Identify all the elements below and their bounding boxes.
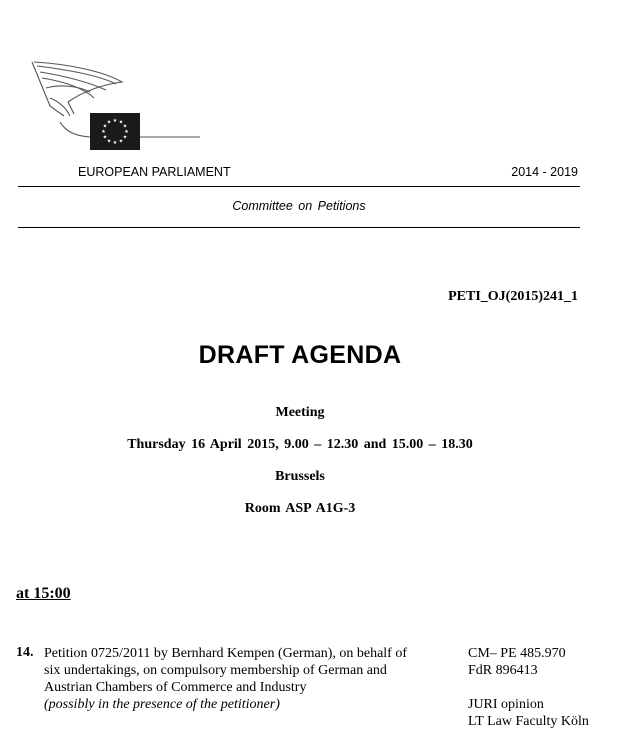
svg-text:★: ★	[106, 138, 112, 145]
reference-spacer	[468, 679, 589, 696]
meeting-city: Brussels	[275, 469, 325, 484]
agenda-item-reference: FdR 896413	[468, 663, 538, 678]
agenda-item-reference: CM– PE 485.970	[468, 646, 566, 661]
agenda-item-extra-ref: JURI opinion	[468, 697, 544, 712]
page-title: DRAFT AGENDA	[198, 341, 402, 369]
committee-divider	[18, 227, 580, 228]
svg-text:★: ★	[122, 123, 128, 130]
agenda-item-text-line: Petition 0725/2011 by Bernhard Kempen (German), on behalf of	[44, 646, 408, 661]
parliamentary-term: 2014 - 2019	[511, 165, 578, 179]
section-time-heading: at 15:00	[16, 585, 71, 602]
institution-name: EUROPEAN PARLIAMENT	[78, 165, 231, 179]
european-parliament-logo-icon	[30, 58, 205, 158]
document-reference: PETI_OJ(2015)241_1	[448, 289, 578, 304]
svg-text:★: ★	[102, 123, 108, 130]
svg-text:★: ★	[102, 134, 108, 141]
svg-text:★: ★	[118, 119, 124, 126]
header-divider	[18, 186, 580, 187]
agenda-item-note: (possibly in the presence of the petitioner)	[44, 697, 280, 712]
svg-text:★: ★	[122, 134, 128, 141]
header-row	[78, 165, 578, 181]
svg-text:★: ★	[124, 129, 129, 135]
svg-text:★: ★	[106, 119, 112, 126]
committee-name: Committee on Petitions	[232, 199, 366, 213]
agenda-item-number: 14.	[16, 645, 34, 660]
svg-text:★: ★	[101, 129, 106, 135]
meeting-room: Room ASP A1G-3	[244, 501, 356, 516]
meeting-date-time: Thursday 16 April 2015, 9.00 – 12.30 and 15.00 – 18.30	[127, 437, 473, 452]
agenda-item-description	[44, 645, 454, 713]
svg-text:★: ★	[118, 138, 124, 145]
svg-text:★: ★	[112, 118, 118, 124]
svg-text:★: ★	[112, 140, 118, 146]
agenda-item-references	[468, 645, 589, 730]
agenda-item-text-line: six undertakings, on compulsory membership of German and	[44, 663, 387, 678]
agenda-item-text-line: Austrian Chambers of Commerce and Industry	[44, 680, 307, 695]
agenda-item-extra-ref: LT Law Faculty Köln	[468, 714, 589, 729]
meeting-label: Meeting	[275, 405, 325, 420]
